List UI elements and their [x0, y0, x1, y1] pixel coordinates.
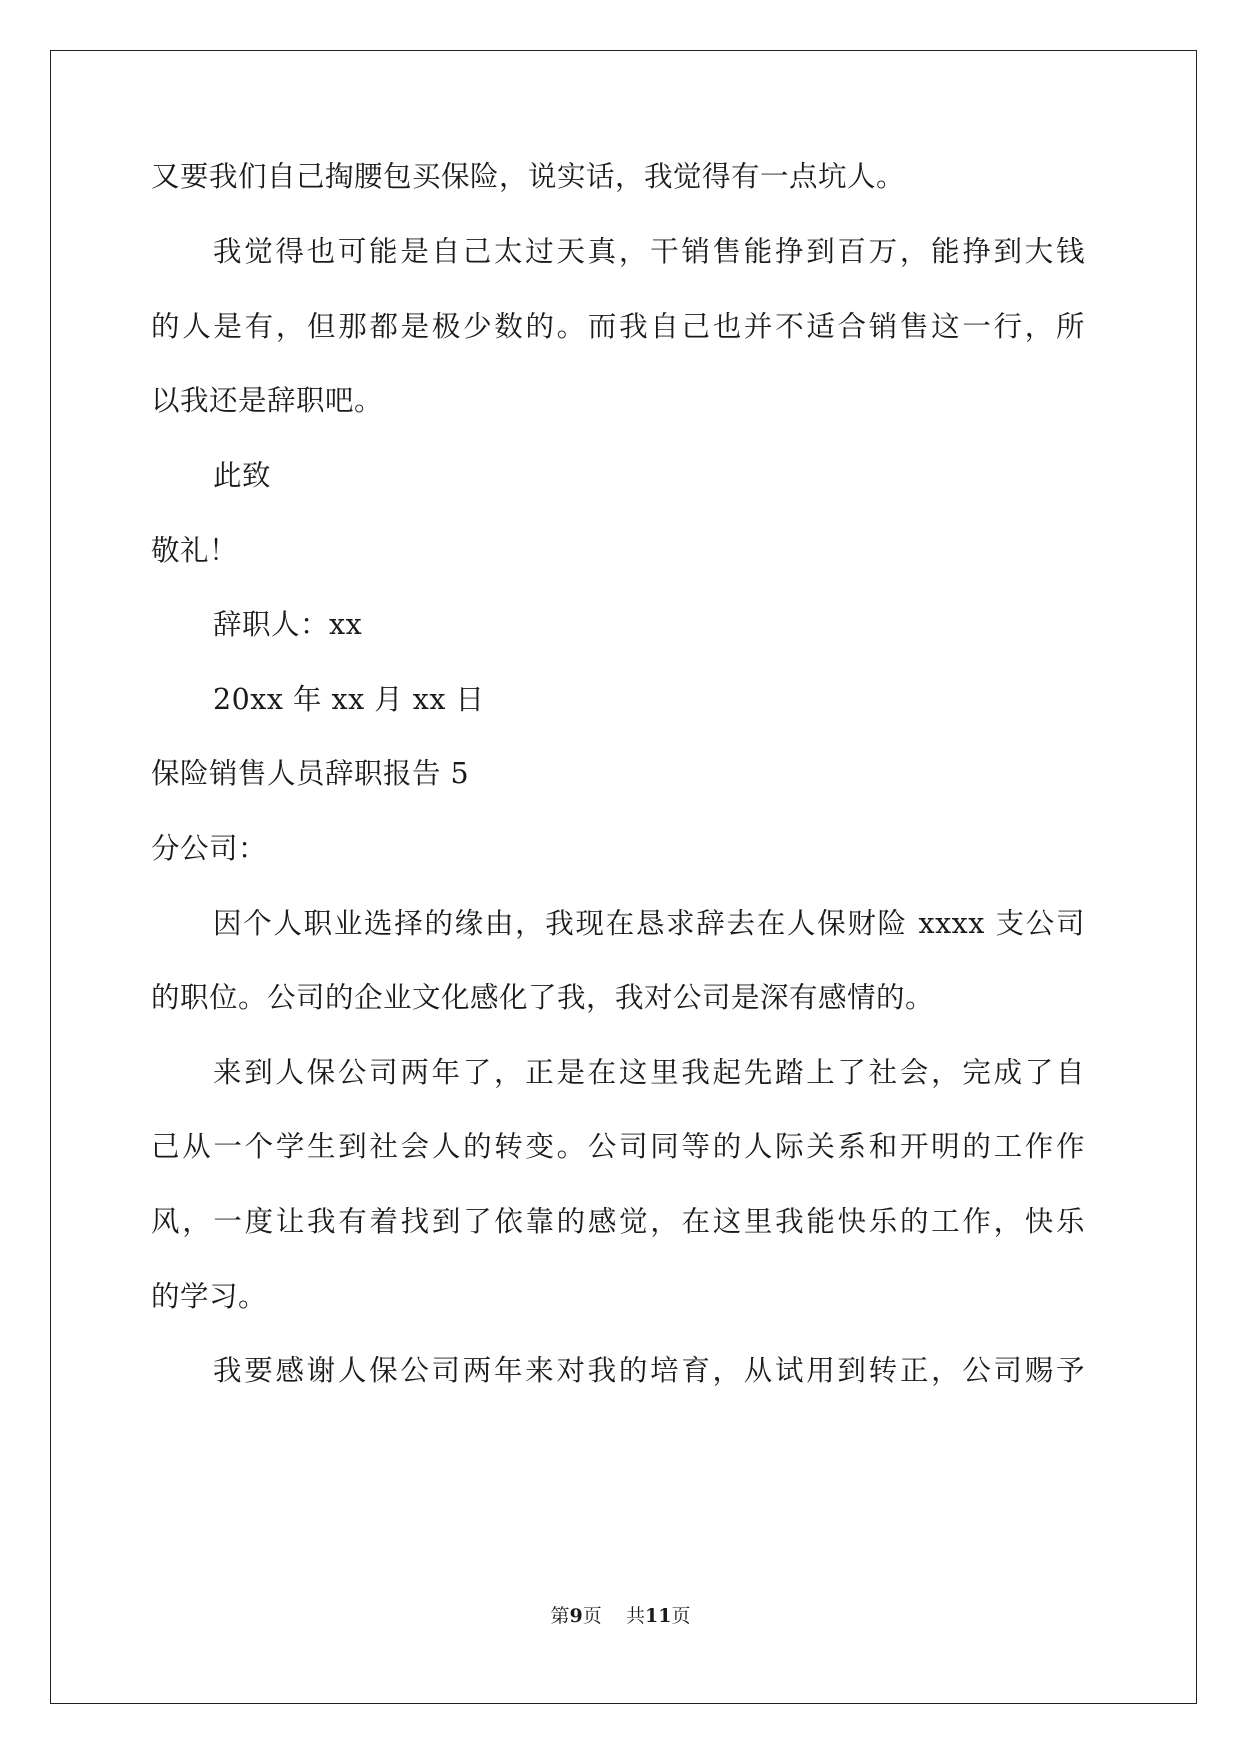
- paragraph-line: 以我还是辞职吧。: [151, 384, 384, 417]
- salutation-line: 此致: [213, 459, 272, 492]
- paragraph-line: 己从一个学生到社会人的转变。公司同等的人际关系和开明的工作作: [151, 1130, 1085, 1163]
- footer-total-prefix: 共: [625, 1605, 645, 1627]
- section-title: 保险销售人员辞职报告 5: [151, 757, 470, 790]
- paragraph-line: 的职位。公司的企业文化感化了我，我对公司是深有感情的。: [151, 981, 935, 1014]
- footer-prefix: 第: [550, 1605, 570, 1627]
- closing-line: 敬礼！: [151, 534, 239, 567]
- page-border: [50, 50, 1197, 1704]
- paragraph-line: 因个人职业选择的缘由，我现在恳求辞去在人保财险 xxxx 支公司: [213, 907, 1085, 940]
- footer-total-suffix: 页: [671, 1605, 691, 1627]
- addressee-line: 分公司：: [151, 832, 268, 865]
- paragraph-line: 的学习。: [151, 1280, 268, 1313]
- signature-name: 辞职人：xx: [213, 608, 363, 641]
- text-line-1: 又要我们自己掏腰包买保险，说实话，我觉得有一点坑人。: [151, 160, 906, 193]
- paragraph-line: 风，一度让我有着找到了依靠的感觉，在这里我能快乐的工作，快乐: [151, 1205, 1085, 1238]
- current-page-number: 9: [569, 1605, 583, 1627]
- paragraph-line: 来到人保公司两年了，正是在这里我起先踏上了社会，完成了自: [213, 1056, 1085, 1089]
- page-footer: [0, 1604, 1241, 1628]
- paragraph-line: 我觉得也可能是自己太过天真，干销售能挣到百万，能挣到大钱: [213, 235, 1085, 268]
- paragraph-line: 我要感谢人保公司两年来对我的培育，从试用到转正，公司赐予: [213, 1354, 1085, 1387]
- footer-page-suffix: 页: [582, 1605, 602, 1627]
- signature-date: 20xx 年 xx 月 xx 日: [213, 683, 485, 716]
- total-page-count: 11: [644, 1605, 672, 1627]
- paragraph-line: 的人是有，但那都是极少数的。而我自己也并不适合销售这一行，所: [151, 310, 1085, 343]
